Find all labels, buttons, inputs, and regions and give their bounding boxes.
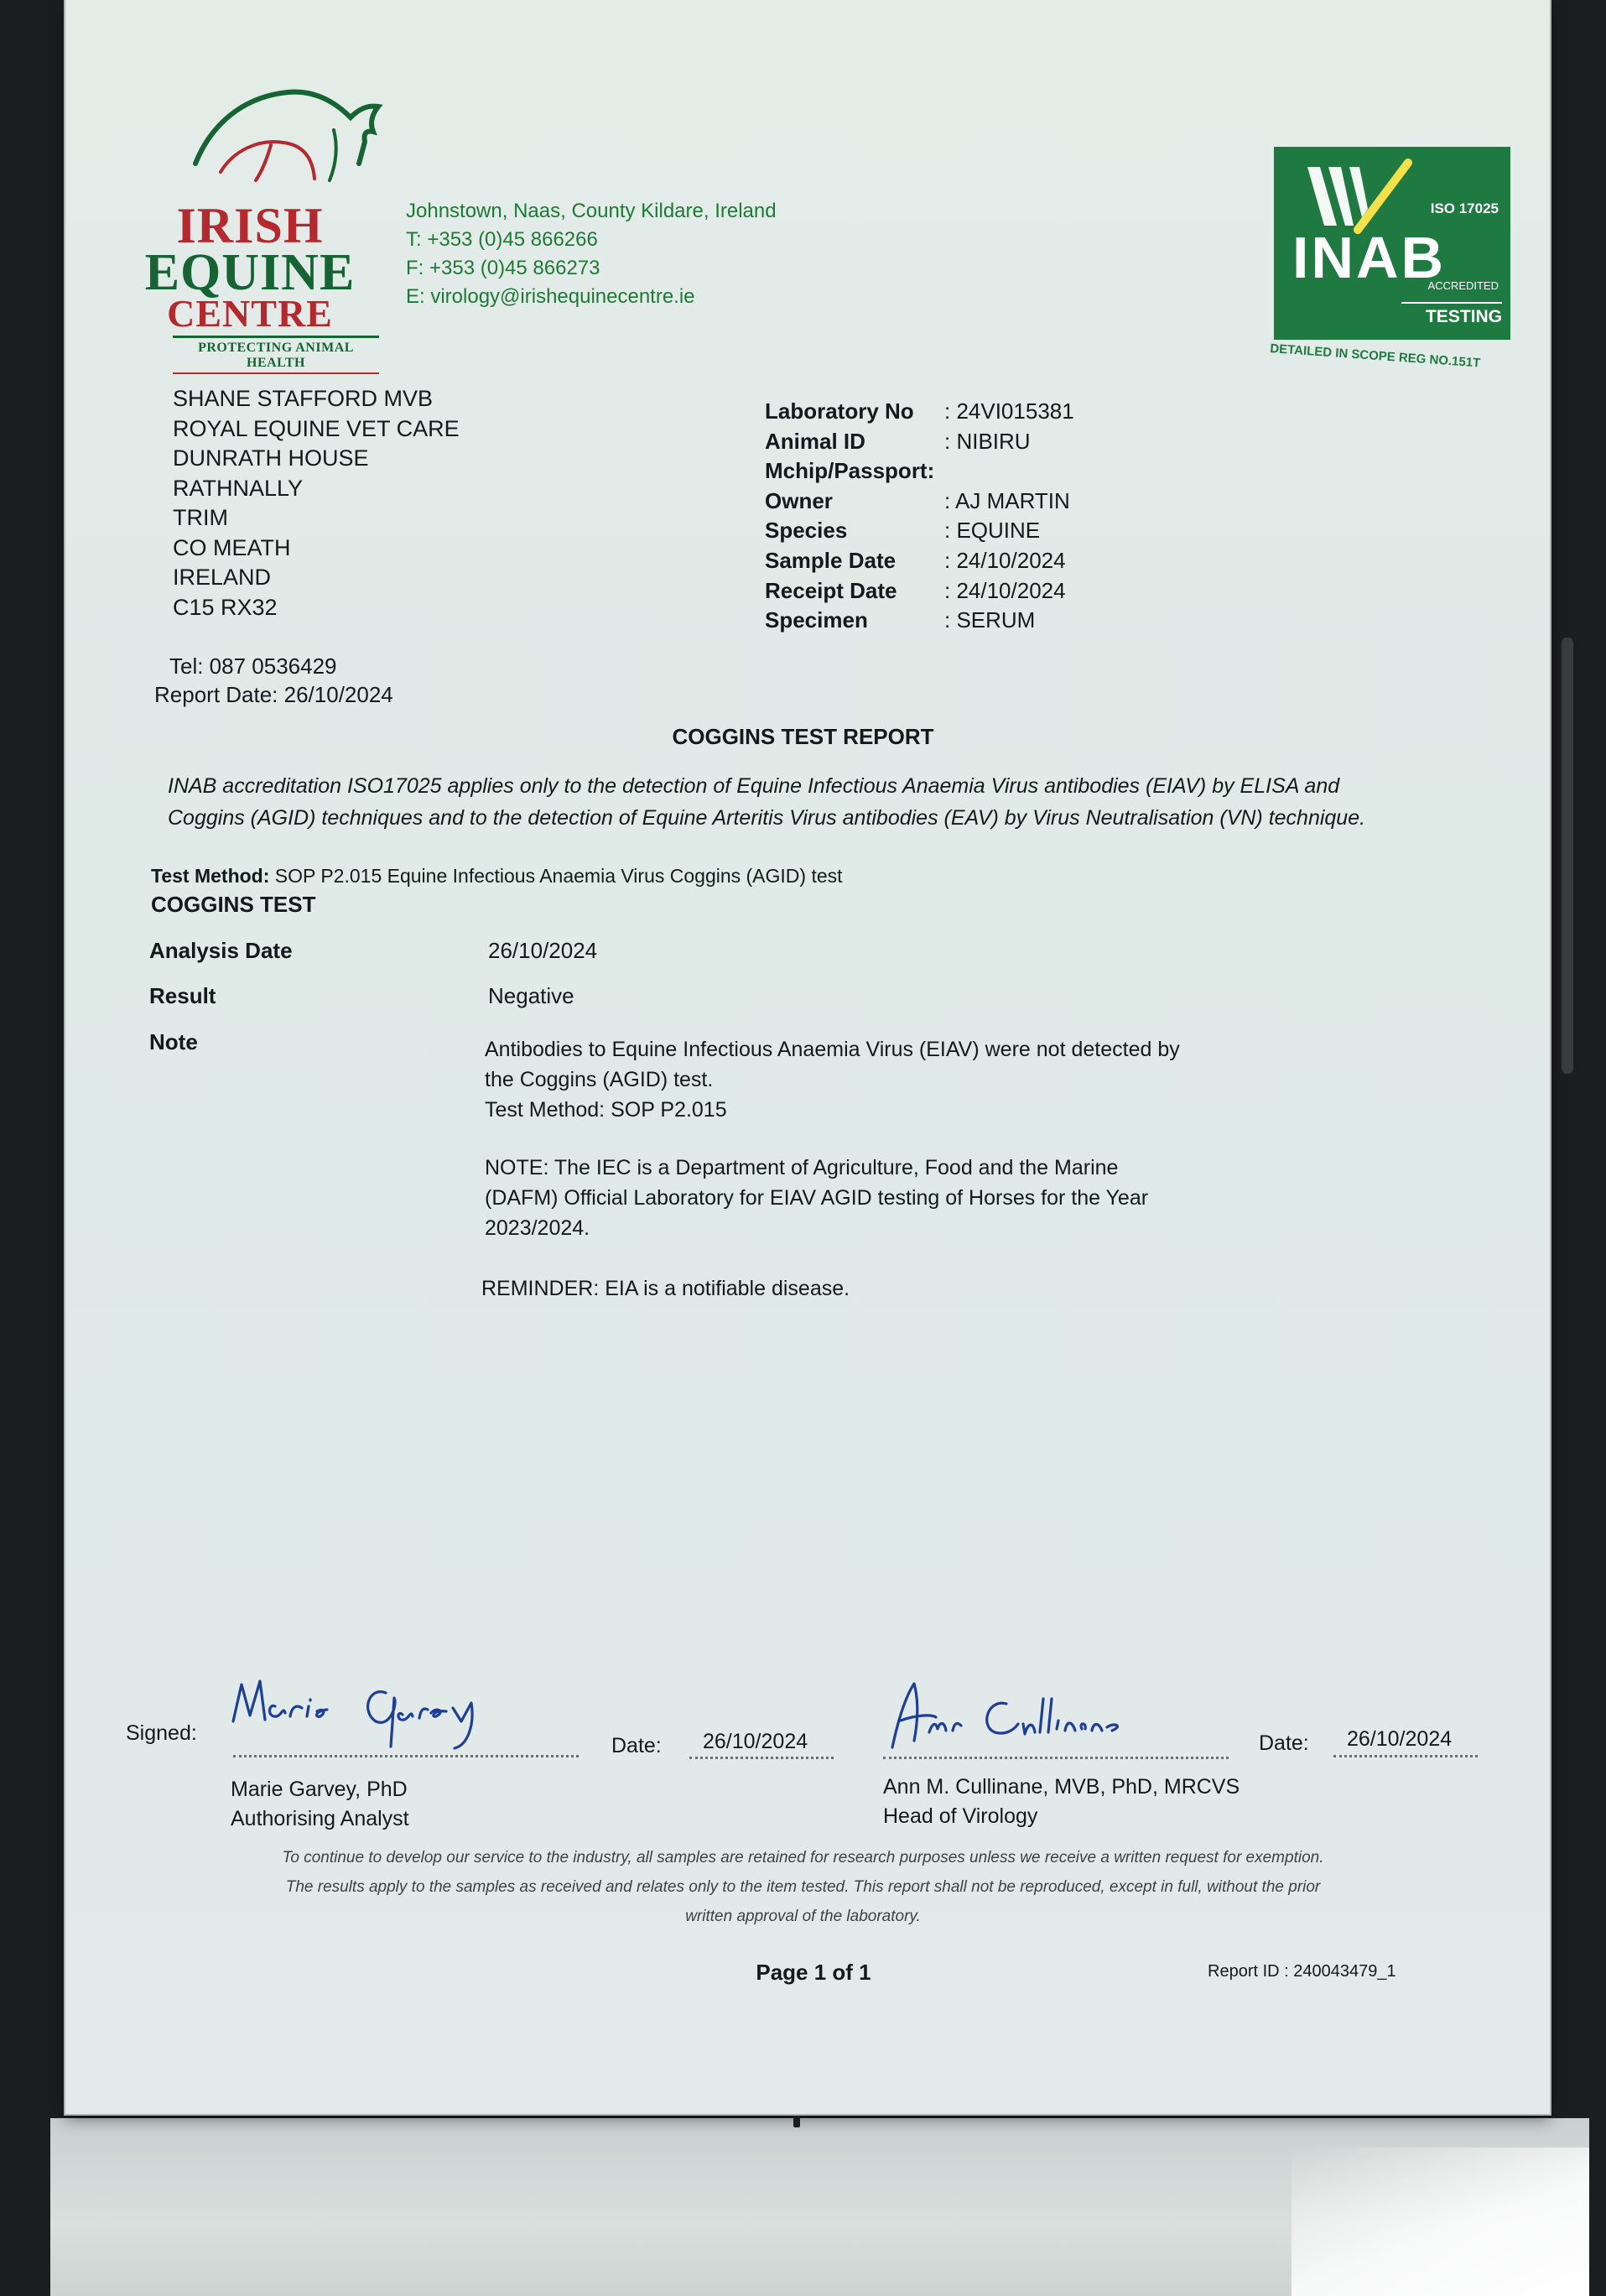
signer-1-block	[231, 1775, 409, 1834]
inab-testing: TESTING	[1401, 302, 1502, 327]
tick-mark-icon	[1299, 159, 1416, 234]
address-line: IRELAND	[173, 565, 272, 590]
inab-scope: DETAILED IN SCOPE REG NO.151T	[1269, 341, 1481, 371]
report-id: Report ID : 240043479_1	[1208, 1962, 1396, 1981]
note-line: 2023/2024.	[485, 1216, 590, 1240]
report-title: COGGINS TEST REPORT	[672, 724, 934, 749]
logo-tagline: PROTECTING ANIMAL HEALTH	[173, 336, 379, 374]
address-line: C15 RX32	[173, 594, 278, 620]
inab-accredited: ACCREDITED	[1427, 279, 1499, 292]
result-value: Negative	[488, 983, 574, 1008]
device-edge	[1562, 638, 1573, 1074]
result-label: Result	[149, 983, 216, 1008]
date-line-2	[1333, 1755, 1478, 1757]
logo-word-equine: EQUINE	[144, 244, 356, 301]
accreditation-disclaimer: INAB accreditation ISO17025 applies only to the detection of Equine Infectious Anaemia Virus antibodies (EIAV) by ELISA and Coggins (AGID) techniques and to the detection of Equine Arteritis Virus antibodies (EAV) by Virus Neutralisation (VN) technique.	[168, 774, 1366, 830]
note-line: (DAFM) Official Laboratory for EIAV AGID testing of Horses for the Year	[485, 1186, 1149, 1210]
lab-value: : AJ MARTIN	[944, 487, 1070, 513]
date-line-1	[689, 1757, 834, 1759]
lab-key: Laboratory No	[765, 398, 914, 424]
recipient-tel: Tel: 087 0536429	[169, 653, 337, 679]
reminder-text: REMINDER: EIA is a notifiable disease.	[481, 1277, 850, 1300]
address-line: SHANE STAFFORD MVB	[173, 386, 434, 411]
footer-line: The results apply to the samples as received and relates only to the item tested. This report shall not be reproduced, except in full, without the prior	[285, 1878, 1321, 1896]
signature-line-2	[883, 1757, 1229, 1759]
logo-word-centre: CENTRE	[167, 292, 333, 335]
light-glare	[1292, 2148, 1589, 2296]
lab-key: Mchip/Passport:	[765, 458, 935, 484]
signer-2-role: Head of Virology	[883, 1804, 1038, 1828]
iec-logo	[107, 71, 401, 370]
analysis-date-value: 26/10/2024	[488, 938, 598, 963]
lab-key: Receipt Date	[765, 577, 897, 603]
test-method-line	[151, 864, 843, 889]
report-date: Report Date: 26/10/2024	[154, 682, 393, 707]
contact-fax: F: +353 (0)45 866273	[406, 257, 600, 279]
page-number: Page 1 of 1	[756, 1960, 871, 1985]
logo-word-irish: IRISH	[176, 198, 324, 253]
test-method-label: Test Method:	[151, 865, 270, 887]
lab-value: : 24VI015381	[944, 398, 1074, 424]
recipient-address	[173, 384, 460, 622]
lab-key: Animal ID	[765, 428, 865, 454]
note-line: Test Method: SOP P2.015	[485, 1098, 727, 1122]
note-block	[485, 1034, 1180, 1125]
section-title: COGGINS TEST	[151, 892, 316, 917]
date-value-1: 26/10/2024	[703, 1730, 808, 1753]
address-line: TRIM	[173, 505, 228, 530]
note-line: the Coggins (AGID) test.	[485, 1068, 714, 1091]
address-line: CO MEATH	[173, 534, 291, 560]
horse-head-icon	[187, 71, 397, 189]
date-label-1: Date:	[611, 1734, 662, 1757]
signer-2-block	[883, 1773, 1240, 1831]
inab-name: INAB	[1292, 225, 1447, 290]
inab-logo	[1271, 147, 1514, 369]
signer-2-name: Ann M. Cullinane, MVB, PhD, MRCVS	[883, 1775, 1240, 1799]
lab-key: Sample Date	[765, 547, 897, 573]
signature-line-1	[233, 1755, 579, 1757]
note-line: NOTE: The IEC is a Department of Agriculture, Food and the Marine	[485, 1156, 1119, 1179]
lab-key: Species	[765, 518, 848, 544]
contact-address: Johnstown, Naas, County Kildare, Ireland	[406, 200, 777, 222]
signer-1-name: Marie Garvey, PhD	[231, 1778, 408, 1801]
signature-ann-cullinane	[881, 1674, 1174, 1757]
footer-notice	[0, 1843, 1606, 1931]
address-line: DUNRATH HOUSE	[173, 445, 369, 471]
footer-line: written approval of the laboratory.	[685, 1908, 921, 1925]
lab-value: : 24/10/2024	[944, 577, 1066, 603]
contact-email: E: virology@irishequinecentre.ie	[406, 285, 695, 308]
contact-tel: T: +353 (0)45 866266	[406, 228, 598, 251]
lab-value: : 24/10/2024	[944, 547, 1066, 573]
note-label: Note	[149, 1029, 198, 1054]
lab-key: Owner	[765, 487, 833, 513]
contact-block	[406, 197, 777, 311]
address-line: ROYAL EQUINE VET CARE	[173, 415, 460, 441]
date-value-2: 26/10/2024	[1347, 1727, 1453, 1751]
address-line: RATHNALLY	[173, 475, 304, 501]
footer-line: To continue to develop our service to the industry, all samples are retained for research purposes unless we receive a written request for exemption.	[282, 1849, 1324, 1866]
paper-mark	[793, 2116, 800, 2127]
lab-value: : SERUM	[944, 607, 1036, 633]
signed-label: Signed:	[126, 1721, 197, 1745]
test-method-value: SOP P2.015 Equine Infectious Anaemia Virus Coggins (AGID) test	[274, 865, 843, 887]
inab-badge	[1274, 147, 1510, 340]
dafm-note-block	[485, 1153, 1148, 1243]
date-label-2: Date:	[1259, 1731, 1309, 1755]
signer-1-role: Authorising Analyst	[231, 1807, 409, 1830]
signature-marie-garvey	[226, 1669, 528, 1753]
lab-value: : NIBIRU	[944, 428, 1031, 454]
analysis-date-label: Analysis Date	[149, 938, 293, 963]
inab-iso: ISO 17025	[1430, 200, 1499, 216]
lab-key: Specimen	[765, 607, 868, 633]
note-line: Antibodies to Equine Infectious Anaemia Virus (EIAV) were not detected by	[485, 1038, 1180, 1061]
lab-value: : EQUINE	[944, 518, 1041, 544]
